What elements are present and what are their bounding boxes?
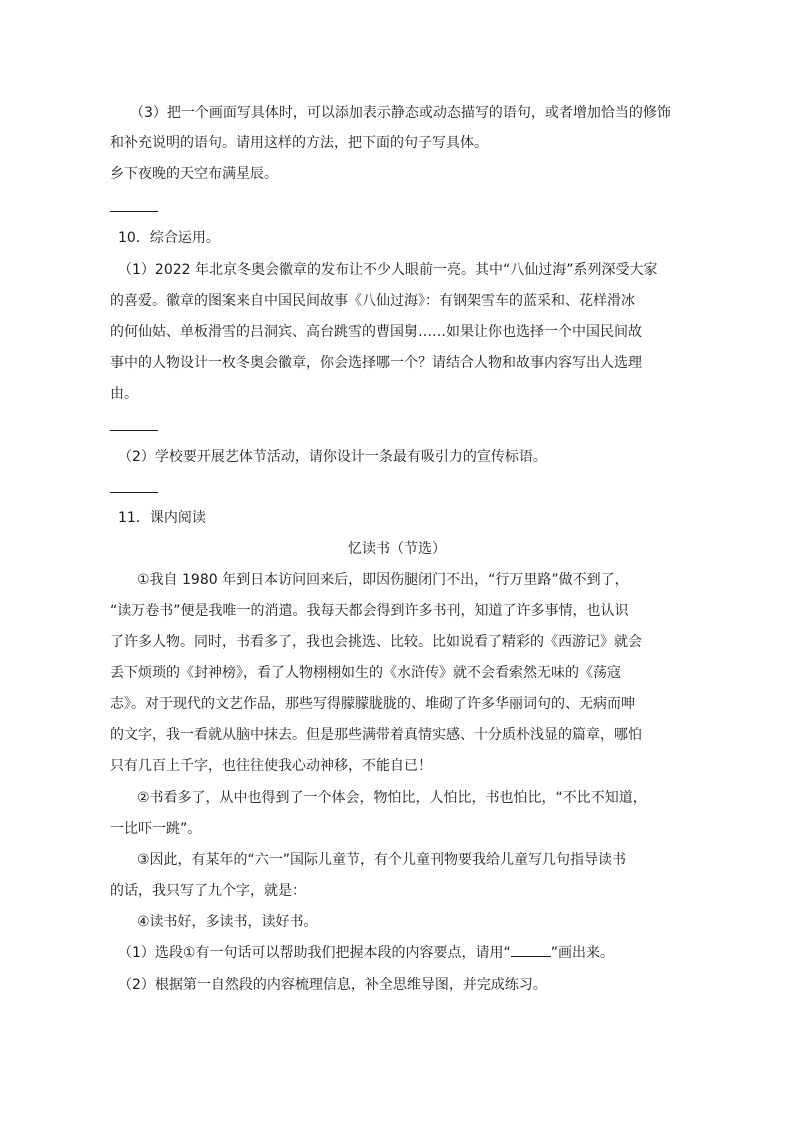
q11-sub1-text-after: ”画出来。 — [550, 945, 614, 961]
passage-title: 忆读书（节选） — [348, 541, 446, 557]
para1-line6: 的文字，我一看就从脑中抹去。但是那些满带着真情实感、十分质朴浅显的篇章，哪怕 — [110, 727, 642, 743]
para1-line2: “读万卷书”便是我唯一的消遣。我每天都会得到许多书刊，知道了许多事情，也认识 — [110, 603, 629, 619]
q11-sub2: （2）根据第一自然段的内容梳理信息，补全思维导图，并完成练习。 — [118, 977, 547, 993]
q9-part3-line1: （3）把一个画面写具体时，可以添加表示静态或动态描写的语句，或者增加恰当的修饰 — [130, 105, 671, 121]
q9-part3-sentence: 乡下夜晚的天空布满星辰。 — [110, 166, 278, 182]
para3-line1: ③因此，有某年的“六一”国际儿童节，有个儿童刊物要我给儿童写几句指导读书 — [137, 852, 627, 868]
para4: ④读书好，多读书，读好书。 — [137, 914, 318, 930]
q10-part2: （2）学校要开展艺体节活动，请你设计一条最有吸引力的宣传标语。 — [118, 449, 547, 465]
para1-line3: 了许多人物。同时，书看多了，我也会挑选、比较。比如说看了精彩的《西游记》就会 — [110, 634, 642, 650]
q11-heading: 11．课内阅读 — [118, 510, 206, 526]
q9-part3-line2: 和补充说明的语句。请用这样的方法，把下面的句子写具体。 — [110, 135, 488, 151]
para2-line2: 一比吓一跳”。 — [110, 821, 202, 837]
answer-blank-q9[interactable] — [110, 211, 158, 212]
answer-blank-q10-2[interactable] — [110, 492, 158, 493]
q10-part1-line2: 的喜爱。徽章的图案来自中国民间故事《八仙过海》：有钢架雪车的蓝采和、花样滑冰 — [110, 293, 635, 309]
para1-line5: 志》。对于现代的文艺作品，那些写得朦朦胧胧的、堆砌了许多华丽词句的、无病而呻 — [110, 696, 635, 712]
inline-answer-blank[interactable] — [511, 944, 551, 957]
para3-line2: 的话，我只写了九个字，就是： — [110, 883, 306, 899]
para2-line1: ②书看多了，从中也得到了一个体会，物怕比，人怕比，书也怕比，“不比不知道， — [137, 790, 647, 806]
q10-heading: 10．综合运用。 — [118, 230, 220, 246]
q10-part1-line3: 的何仙姑、单板滑雪的吕洞宾、高台跳雪的曹国舅……如果让你也选择一个中国民间故 — [110, 324, 642, 340]
para1-line7: 只有几百上千字，也往往使我心动神移，不能自已！ — [110, 758, 432, 774]
q10-part1-line1: （1）2022 年北京冬奥会徽章的发布让不少人眼前一亮。其中“八仙过海”系列深受大家 — [118, 262, 658, 278]
q10-part1-line4: 事中的人物设计一枚冬奥会徽章，你会选择哪一个？请结合人物和故事内容写出人选理 — [110, 355, 642, 371]
q11-sub1 — [118, 943, 614, 963]
para1-line4: 丢下烦琐的《封神榜》，看了人物栩栩如生的《水浒传》就不会看索然无味的《荡寇 — [110, 665, 621, 681]
q11-sub1-text-before: （1）选段①有一句话可以帮助我们把握本段的内容要点，请用“ — [118, 945, 511, 961]
para1-line1: ①我自 1980 年到日本访问回来后，即因伤腿闭门不出，“行万里路”做不到了， — [137, 572, 629, 588]
answer-blank-q10-1[interactable] — [110, 430, 158, 431]
q10-part1-line5: 由。 — [110, 386, 138, 402]
